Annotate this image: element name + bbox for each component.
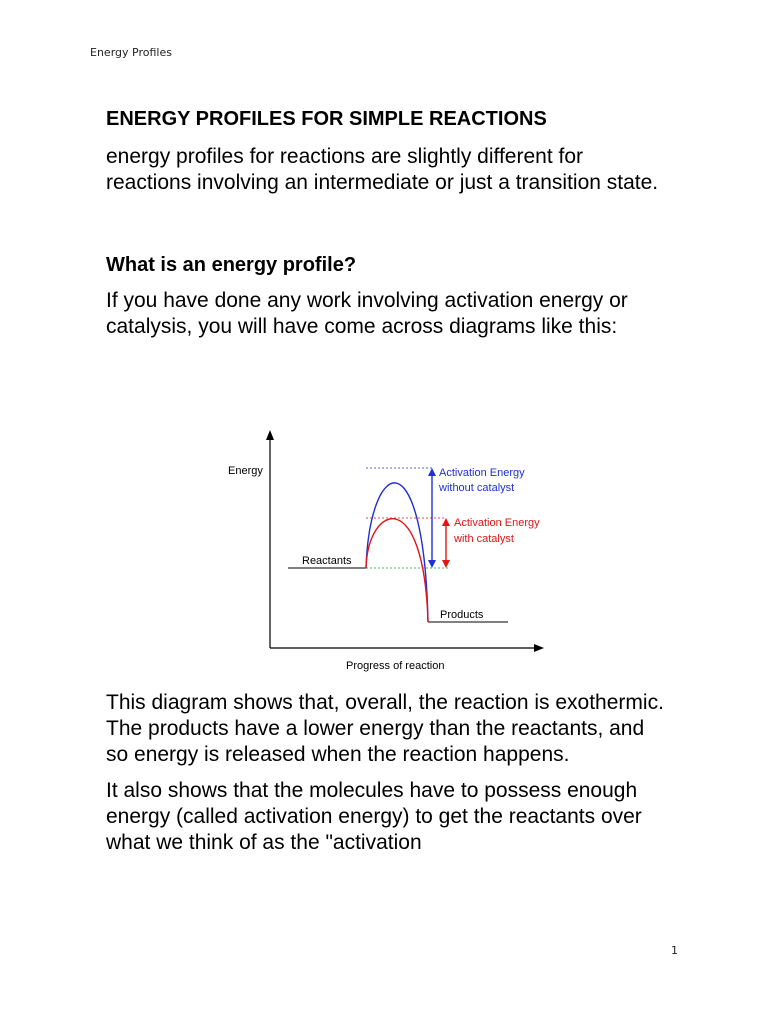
products-label: Products <box>440 609 484 621</box>
catalysed-curve <box>366 519 428 622</box>
ea-uncatalysed-label-1: Activation Energy <box>439 467 525 479</box>
x-axis-arrow <box>534 644 544 652</box>
y-axis-arrow <box>266 430 274 440</box>
y-axis-label: Energy <box>228 465 263 477</box>
reactants-label: Reactants <box>302 555 352 567</box>
section-heading: What is an energy profile? <box>106 254 357 276</box>
ea-uncatalysed-arrowhead-top <box>428 468 436 476</box>
intro-paragraph: energy profiles for reactions are slightly different for reactions involving an intermediate or just a transition state. <box>106 145 659 194</box>
ea-uncatalysed-arrowhead-bottom <box>428 560 436 568</box>
activation-paragraph: It also shows that the molecules have to possess enough energy (called activation energy) to get the reactants over what we think of as the "activation <box>106 779 642 854</box>
after-diagram-content <box>106 690 666 866</box>
ea-catalysed-arrowhead-top <box>442 518 450 526</box>
energy-profile-diagram <box>220 426 550 676</box>
x-axis-label: Progress of reaction <box>346 660 445 672</box>
ea-catalysed-arrowhead-bottom <box>442 560 450 568</box>
ea-catalysed-label-1: Activation Energy <box>454 517 540 529</box>
main-content <box>106 106 666 340</box>
page-title: ENERGY PROFILES FOR SIMPLE REACTIONS <box>106 108 547 130</box>
page-number: 1 <box>671 944 678 957</box>
lead-paragraph: If you have done any work involving activation energy or catalysis, you will have come across diagrams like this: <box>106 289 628 338</box>
running-header: Energy Profiles <box>90 46 172 59</box>
exothermic-paragraph: This diagram shows that, overall, the reaction is exothermic. The products have a lower energy than the reactants, and so energy is released when the reaction happens. <box>106 691 664 766</box>
ea-uncatalysed-label-2: without catalyst <box>439 482 515 494</box>
ea-catalysed-label-2: with catalyst <box>454 533 514 545</box>
